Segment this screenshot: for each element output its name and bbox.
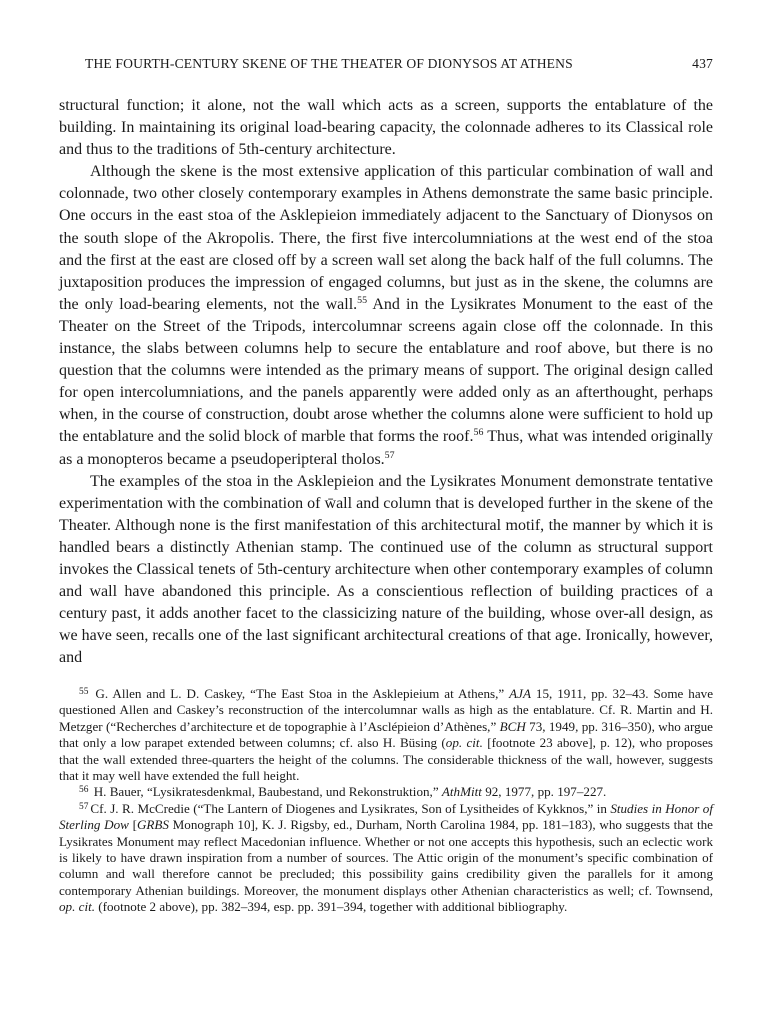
- footnote-italic-text: BCH: [499, 718, 526, 734]
- footnote-text: Monograph 10], K. J. Rigsby, ed., Durham, North Carolina 1984, pp. 181–183), who suggests that the Lysikrates Monument may reflect Macedonian influence. Whether or not one accepts this hypothesis, such an eclectic work is likely to have drawn inspiration from a number of sources. The Attic origin of the monument’s specific combination of column and wall therefore cannot be precluded; this possibility gains credibility given the parallels for it among contemporary Athenian buildings. Moreover, the monument displays other Athenian characteristics as well; cf. Townsend,: [59, 817, 713, 898]
- footnote: [59, 801, 713, 916]
- footnote-text: 15, 1911, pp. 32–43. Some have questioned Allen and Caskey’s reconstruction of the intercolumnar walls as high as the entablature. Cf. R. Martin and H. Metzger (“Recherches d’architecture et de topographie à l’Asclépieion d’Athènes,”: [59, 686, 714, 734]
- footnote-text: Cf. J. R. McCredie (“The Lantern of Diogenes and Lysikrates, Son of Lysitheides of Kykknos,” in: [90, 800, 611, 816]
- footnote: [59, 784, 713, 800]
- footnote-text: (footnote 2 above), pp. 382–394, esp. pp. 391–394, together with additional bibliography.: [95, 899, 568, 915]
- footnotes: [59, 686, 713, 916]
- body-paragraph: [59, 161, 713, 470]
- footnote-text: [footnote 23 above], p. 12), who proposes that the wall extended three-quarters the height of the columns. The considerable thickness of the wall, however, suggests that it may well have extended the full height.: [59, 735, 713, 784]
- footnote-text: G. Allen and L. D. Caskey, “The East Stoa in the Asklepieium at Athens,”: [90, 686, 510, 701]
- footnote-number: 57: [79, 801, 89, 812]
- body-text-run: Thus, what was intended originally as a monopteros became a pseudoperipteral tholos.: [59, 428, 714, 468]
- body-paragraph: [59, 95, 713, 161]
- footnote-reference: 57: [384, 449, 395, 461]
- body-paragraph: [59, 471, 713, 670]
- footnote-italic-text: op. cit.: [59, 899, 96, 915]
- body-text-run: And in the Lysikrates Monument to the east of the Theater on the Street of the Tripods, intercolumnar screens again close off the colonnade. In this instance, the slabs between columns help to secure the entablature and roof above, but there is no question that the columns were intended as the primary means of support. The original design called for open intercolumniations, and the panels apparently were added only as an afterthought, perhaps when, in the course of construction, doubt arose whether the columns alone were sufficient to hold up the entablature and the solid block of marble that forms the roof.: [59, 295, 714, 446]
- footnote-text: [: [128, 817, 137, 833]
- footnote-italic-text: AJA: [509, 686, 531, 701]
- main-text: [59, 95, 713, 669]
- footnote-text: 92, 1977, pp. 197–227.: [481, 784, 607, 800]
- footnote-reference: 55: [357, 294, 368, 306]
- footnote: [59, 686, 713, 784]
- footnote-italic-text: op. cit.: [445, 735, 483, 751]
- footnote-number: 56: [79, 785, 89, 796]
- footnote-text: 73, 1949, pp. 316–350), who argue that only a low parapet extended between columns; cf. also H. Büsing (: [59, 718, 713, 751]
- footnote-italic-text: Studies in Honor of Sterling Dow: [59, 800, 713, 833]
- footnote-text: H. Bauer, “Lysikratesdenkmal, Baubestand, und Rekonstruktion,”: [90, 784, 442, 800]
- running-title: THE FOURTH-CENTURY SKENE OF THE THEATER OF DIONYSOS AT ATHENS: [85, 56, 573, 71]
- footnote-reference: 56: [473, 427, 484, 439]
- footnote-number: 55: [79, 686, 89, 697]
- running-header: [85, 56, 713, 76]
- body-text-run: The examples of the stoa in the Asklepieion and the Lysikrates Monument demonstrate tentative experimentation with the combination of w̄all and column that is developed further in the skene of the Theater. Although none is the first manifestation of this architectural motif, the manner by which it is handled bears a distinctly Athenian stamp. The continued use of the column as structural support invokes the Classical tenets of 5th-century architecture when other contemporary examples of column and wall have abandoned this principle. As a conscientious reflection of building practices of a century past, it adds another facet to the classicizing nature of the building, whose over-all design, as we have seen, recalls one of the last significant architectural creations of that age. Ironically, however, and: [59, 472, 713, 667]
- page-number: 437: [692, 56, 713, 71]
- footnote-italic-text: AthMitt: [441, 784, 482, 800]
- body-text-run: structural function; it alone, not the wall which acts as a screen, supports the entablature of the building. In maintaining its original load-bearing capacity, the colonnade adheres to its Classical role and thus to the traditions of 5th-century architecture.: [59, 97, 713, 159]
- footnote-italic-text: GRBS: [136, 817, 169, 833]
- body-text-run: Although the skene is the most extensive application of this particular combination of wall and colonnade, two other closely contemporary examples in Athens demonstrate the same basic principle. One occurs in the east stoa of the Asklepieion immediately adjacent to the Sanctuary of Dionysos on the south slope of the Akropolis. There, the first five intercolumniations at the west end of the stoa and the first at the east are closed off by a screen wall set along the back half of the full columns. The juxtaposition produces the impression of engaged columns, but just as in the skene, the columns are the only load-bearing elements, not the wall.: [59, 163, 713, 313]
